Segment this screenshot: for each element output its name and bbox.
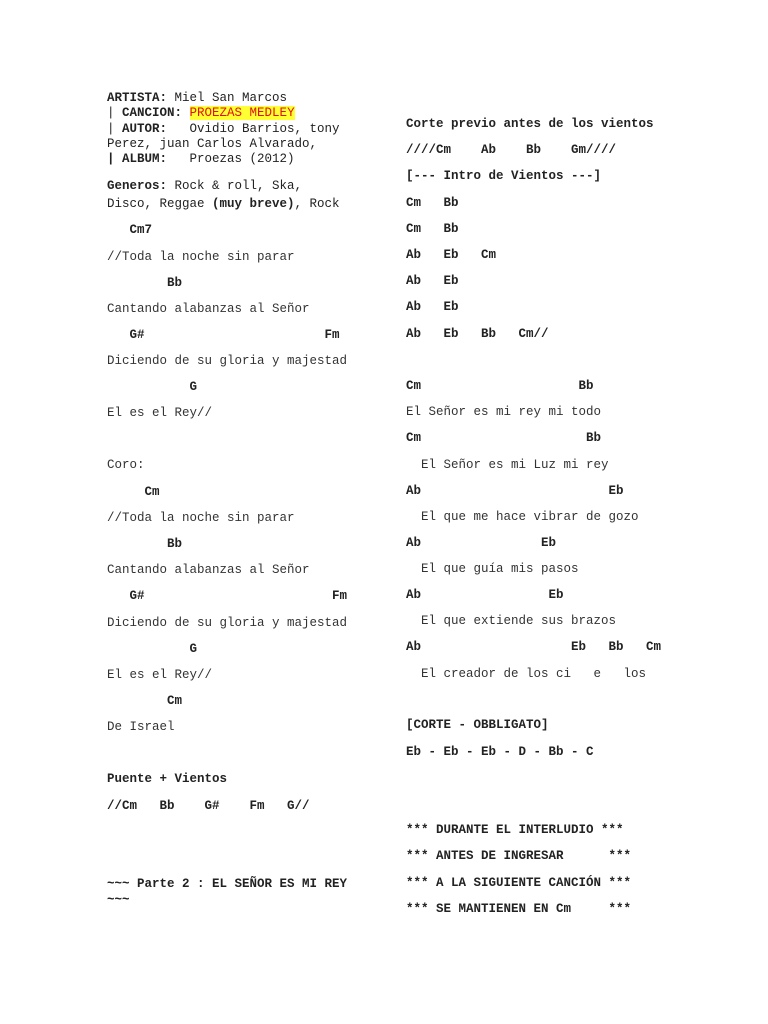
lyric-line: El creador de los ci e los <box>406 667 647 681</box>
cancion-label: CANCION: <box>122 106 183 120</box>
generos-line <box>107 179 302 194</box>
lyric-line: De Israel <box>107 720 175 734</box>
autor-prefix: | <box>107 122 123 136</box>
intro-chords: Ab Eb <box>406 300 459 314</box>
chord-line: Ab Eb <box>406 484 624 498</box>
note-line: *** ANTES DE INGRESAR *** <box>406 849 632 863</box>
puente-heading: Puente + Vientos <box>107 772 228 786</box>
coro-label: Coro: <box>107 458 145 472</box>
lyric-line: El es el Rey// <box>107 406 213 420</box>
chord-line: Ab Eb <box>406 536 557 550</box>
lyric-line: //Toda la noche sin parar <box>107 511 295 525</box>
generos-label: Generos: <box>107 179 168 193</box>
chord-line: G <box>107 642 198 656</box>
lyric-line: El que guía mis pasos <box>406 562 579 576</box>
generos-value-2b: , Rock <box>294 197 340 211</box>
chord-line: Ab Eb Bb Cm <box>406 640 662 654</box>
intro-chords: Cm Bb <box>406 196 459 210</box>
chord-line: Cm <box>107 485 160 499</box>
corte-obbligato-heading: [CORTE - OBBLIGATO] <box>406 718 549 732</box>
intro-chords: Ab Eb Bb Cm// <box>406 327 549 341</box>
autor-label: AUTOR: <box>122 122 168 136</box>
autor-line <box>107 122 340 137</box>
chord-line: Ab Eb <box>406 588 564 602</box>
lyric-line: Cantando alabanzas al Señor <box>107 302 310 316</box>
cancion-prefix: | <box>107 106 123 120</box>
chord-line: Cm Bb <box>406 431 602 445</box>
parte2-heading-tail: ~~~ <box>107 893 130 907</box>
lyric-line: El Señor es mi rey mi todo <box>406 405 602 419</box>
lyric-line: El que me hace vibrar de gozo <box>406 510 639 524</box>
parte2-heading: ~~~ Parte 2 : EL SEÑOR ES MI REY <box>107 877 348 891</box>
artista-line <box>107 91 287 106</box>
artista-label: ARTISTA: <box>107 91 168 105</box>
intro-chords: Ab Eb <box>406 274 459 288</box>
corte-heading: Corte previo antes de los vientos <box>406 117 654 131</box>
artista-value: Miel San Marcos <box>167 91 288 105</box>
chord-line: G# Fm <box>107 328 340 342</box>
lyric-line: El es el Rey// <box>107 668 213 682</box>
generos-line-2 <box>107 197 340 212</box>
chord-line: G# Fm <box>107 589 348 603</box>
generos-value-2a: Disco, Reggae <box>107 197 213 211</box>
corte-obbligato-chords: Eb - Eb - Eb - D - Bb - C <box>406 745 594 759</box>
lyric-line: Diciendo de su gloria y majestad <box>107 616 348 630</box>
album-label: | ALBUM: <box>107 152 168 166</box>
chord-line: G <box>107 380 198 394</box>
note-line: *** DURANTE EL INTERLUDIO *** <box>406 823 624 837</box>
autor-value: Ovidio Barrios, tony <box>167 122 340 136</box>
autor-line-2: Perez, juan Carlos Alvarado, <box>107 137 318 151</box>
puente-chords: //Cm Bb G# Fm G// <box>107 799 310 813</box>
intro-chords: Ab Eb Cm <box>406 248 497 262</box>
album-value: Proezas (2012) <box>167 152 295 166</box>
corte-chords: ////Cm Ab Bb Gm//// <box>406 143 617 157</box>
cancion-value: PROEZAS MEDLEY <box>189 106 295 120</box>
intro-chords: Cm Bb <box>406 222 459 236</box>
generos-muy-breve: (muy breve) <box>212 197 295 211</box>
lyric-line: El Señor es mi Luz mi rey <box>406 458 609 472</box>
chord-line: Cm Bb <box>406 379 594 393</box>
note-line: *** SE MANTIENEN EN Cm *** <box>406 902 632 916</box>
generos-value: Rock & roll, Ska, <box>167 179 303 193</box>
chord-line: Bb <box>107 537 183 551</box>
cancion-line <box>107 106 295 121</box>
chord-line: Cm <box>107 694 183 708</box>
lyric-line: Diciendo de su gloria y majestad <box>107 354 348 368</box>
intro-heading: [--- Intro de Vientos ---] <box>406 169 602 183</box>
chord-line: Bb <box>107 276 183 290</box>
chord-line: Cm7 <box>107 223 153 237</box>
lyric-line: Cantando alabanzas al Señor <box>107 563 310 577</box>
note-line: *** A LA SIGUIENTE CANCIÓN *** <box>406 876 632 890</box>
lyric-line: //Toda la noche sin parar <box>107 250 295 264</box>
lyric-line: El que extiende sus brazos <box>406 614 617 628</box>
album-line <box>107 152 295 167</box>
